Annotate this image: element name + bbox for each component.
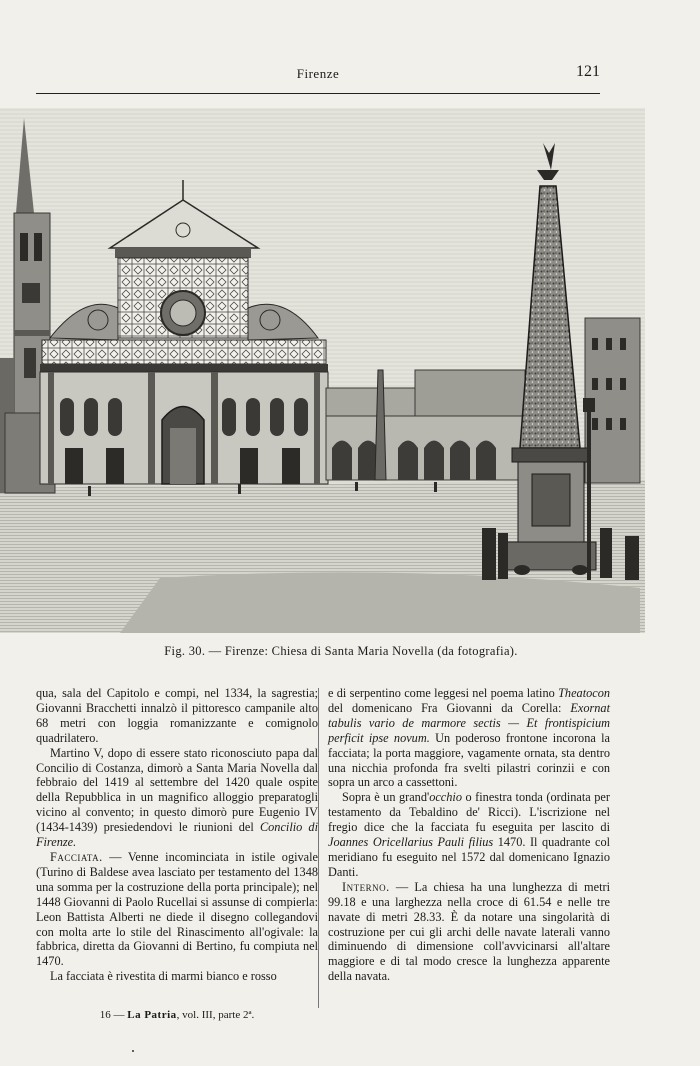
page-number: 121 [576, 63, 600, 80]
italic-text: occhio [429, 790, 462, 805]
italic-text: Theatocon [558, 686, 611, 700]
paragraph [328, 880, 610, 984]
left-column [36, 686, 318, 984]
section-heading: Facciata. [50, 849, 103, 864]
text-run: o finestra tonda (ordinata per testamento da Tebaldino de' Ricci). L'iscrizione nel fregio dice che la facciata fu eseguita per lascito di [328, 790, 610, 835]
footer-volume: , vol. III, parte 2ª. [176, 1009, 255, 1021]
text-run: e di serpentino come leggesi nel poema latino [328, 686, 555, 700]
italic-text: Concilio di Firenze. [36, 820, 319, 850]
running-title: Firenze [296, 66, 340, 81]
header-rule [36, 93, 600, 94]
text-run: Un poderoso frontone incorona la facciata; la porta maggiore, vagamente ornata, sta dentro una nicchia profonda fra svelti pilastri corinzii e con sopra un arco a cassettoni. [328, 730, 610, 790]
print-mark [132, 1050, 134, 1052]
section-heading: Interno. [342, 879, 390, 894]
paragraph [328, 790, 610, 879]
italic-text: Joannes Oricellarius Pauli filius [328, 835, 494, 850]
signature-footer [36, 1009, 318, 1021]
footer-signature: 16 — [99, 1009, 125, 1021]
engraving-santa-maria-novella [0, 108, 645, 633]
paragraph [36, 969, 318, 984]
text-run: Martino V, dopo di essere stato riconosciuto papa dal Concilio di Costanza, dimorò a Santa Maria Novella dal febbraio del 1419 al settembre del 1420 quale ospite della Repubblica in un magnifico alloggio preparatogli vicino al convento; in questo dimorò pure Eugenio IV (1434-1439) presiedendovi le riunioni del [36, 745, 318, 835]
text-run: Sopra è un grand' [342, 790, 430, 805]
paragraph [36, 686, 318, 746]
paragraph [36, 746, 318, 850]
footer-brand: La Patria [127, 1009, 177, 1021]
text-run: — La chiesa ha una lunghezza di metri 99.18 e una larghezza nella croce di 61.54 e nelle tre navate di metri 28.33. È da notare una singolarità di costruzione per cui gli archi delle navate laterali vanno diminuendo di dimensione coll'avvicinarsi all'altare maggiore e di tal modo cresce la lunghezza apparente della navata. [328, 879, 610, 984]
text-run: 1470. Il quadrante col meridiano fu eseguito nel 1572 dal domenicano Ignazio Danti. [328, 835, 611, 879]
text-run: — Venne incominciata in istile ogivale (Turino di Baldese avea lasciato per testamento del 1348 una somma per la costruzione della porta principale); nel 1448 Giovanni di Paolo Rucellai si assunse di compierla: Leon Battista Alberti ne diede il disegno collegandovi con molta arte lo stile del Rinascimento all'ogivale: la fabbrica, diretta da Giovanni di Bertino, fu compiuta nel 1470. [36, 849, 318, 969]
text-run: del domenicano Fra Giovanni da Corella: [328, 700, 562, 715]
paragraph [36, 850, 318, 969]
right-column [328, 686, 610, 984]
text-run: La facciata è rivestita di marmi bianco e rosso [50, 969, 277, 984]
paragraph [328, 686, 610, 790]
italic-text: Exornat tabulis vario de marmore sectis — Et frontispicium perficit ipse novum. [328, 700, 610, 745]
figure-caption: Fig. 30. — Firenze: Chiesa di Santa Maria Novella (da fotografia). [164, 644, 518, 658]
text-run: qua, sala del Capitolo e compi, nel 1334, la sagrestia; Giovanni Bracchetti innalzò il pittoresco campanile alto 68 metri con loggia romanizzante e comignolo quadrilatero. [36, 686, 318, 745]
page-header [36, 63, 600, 90]
column-divider [318, 688, 319, 1008]
